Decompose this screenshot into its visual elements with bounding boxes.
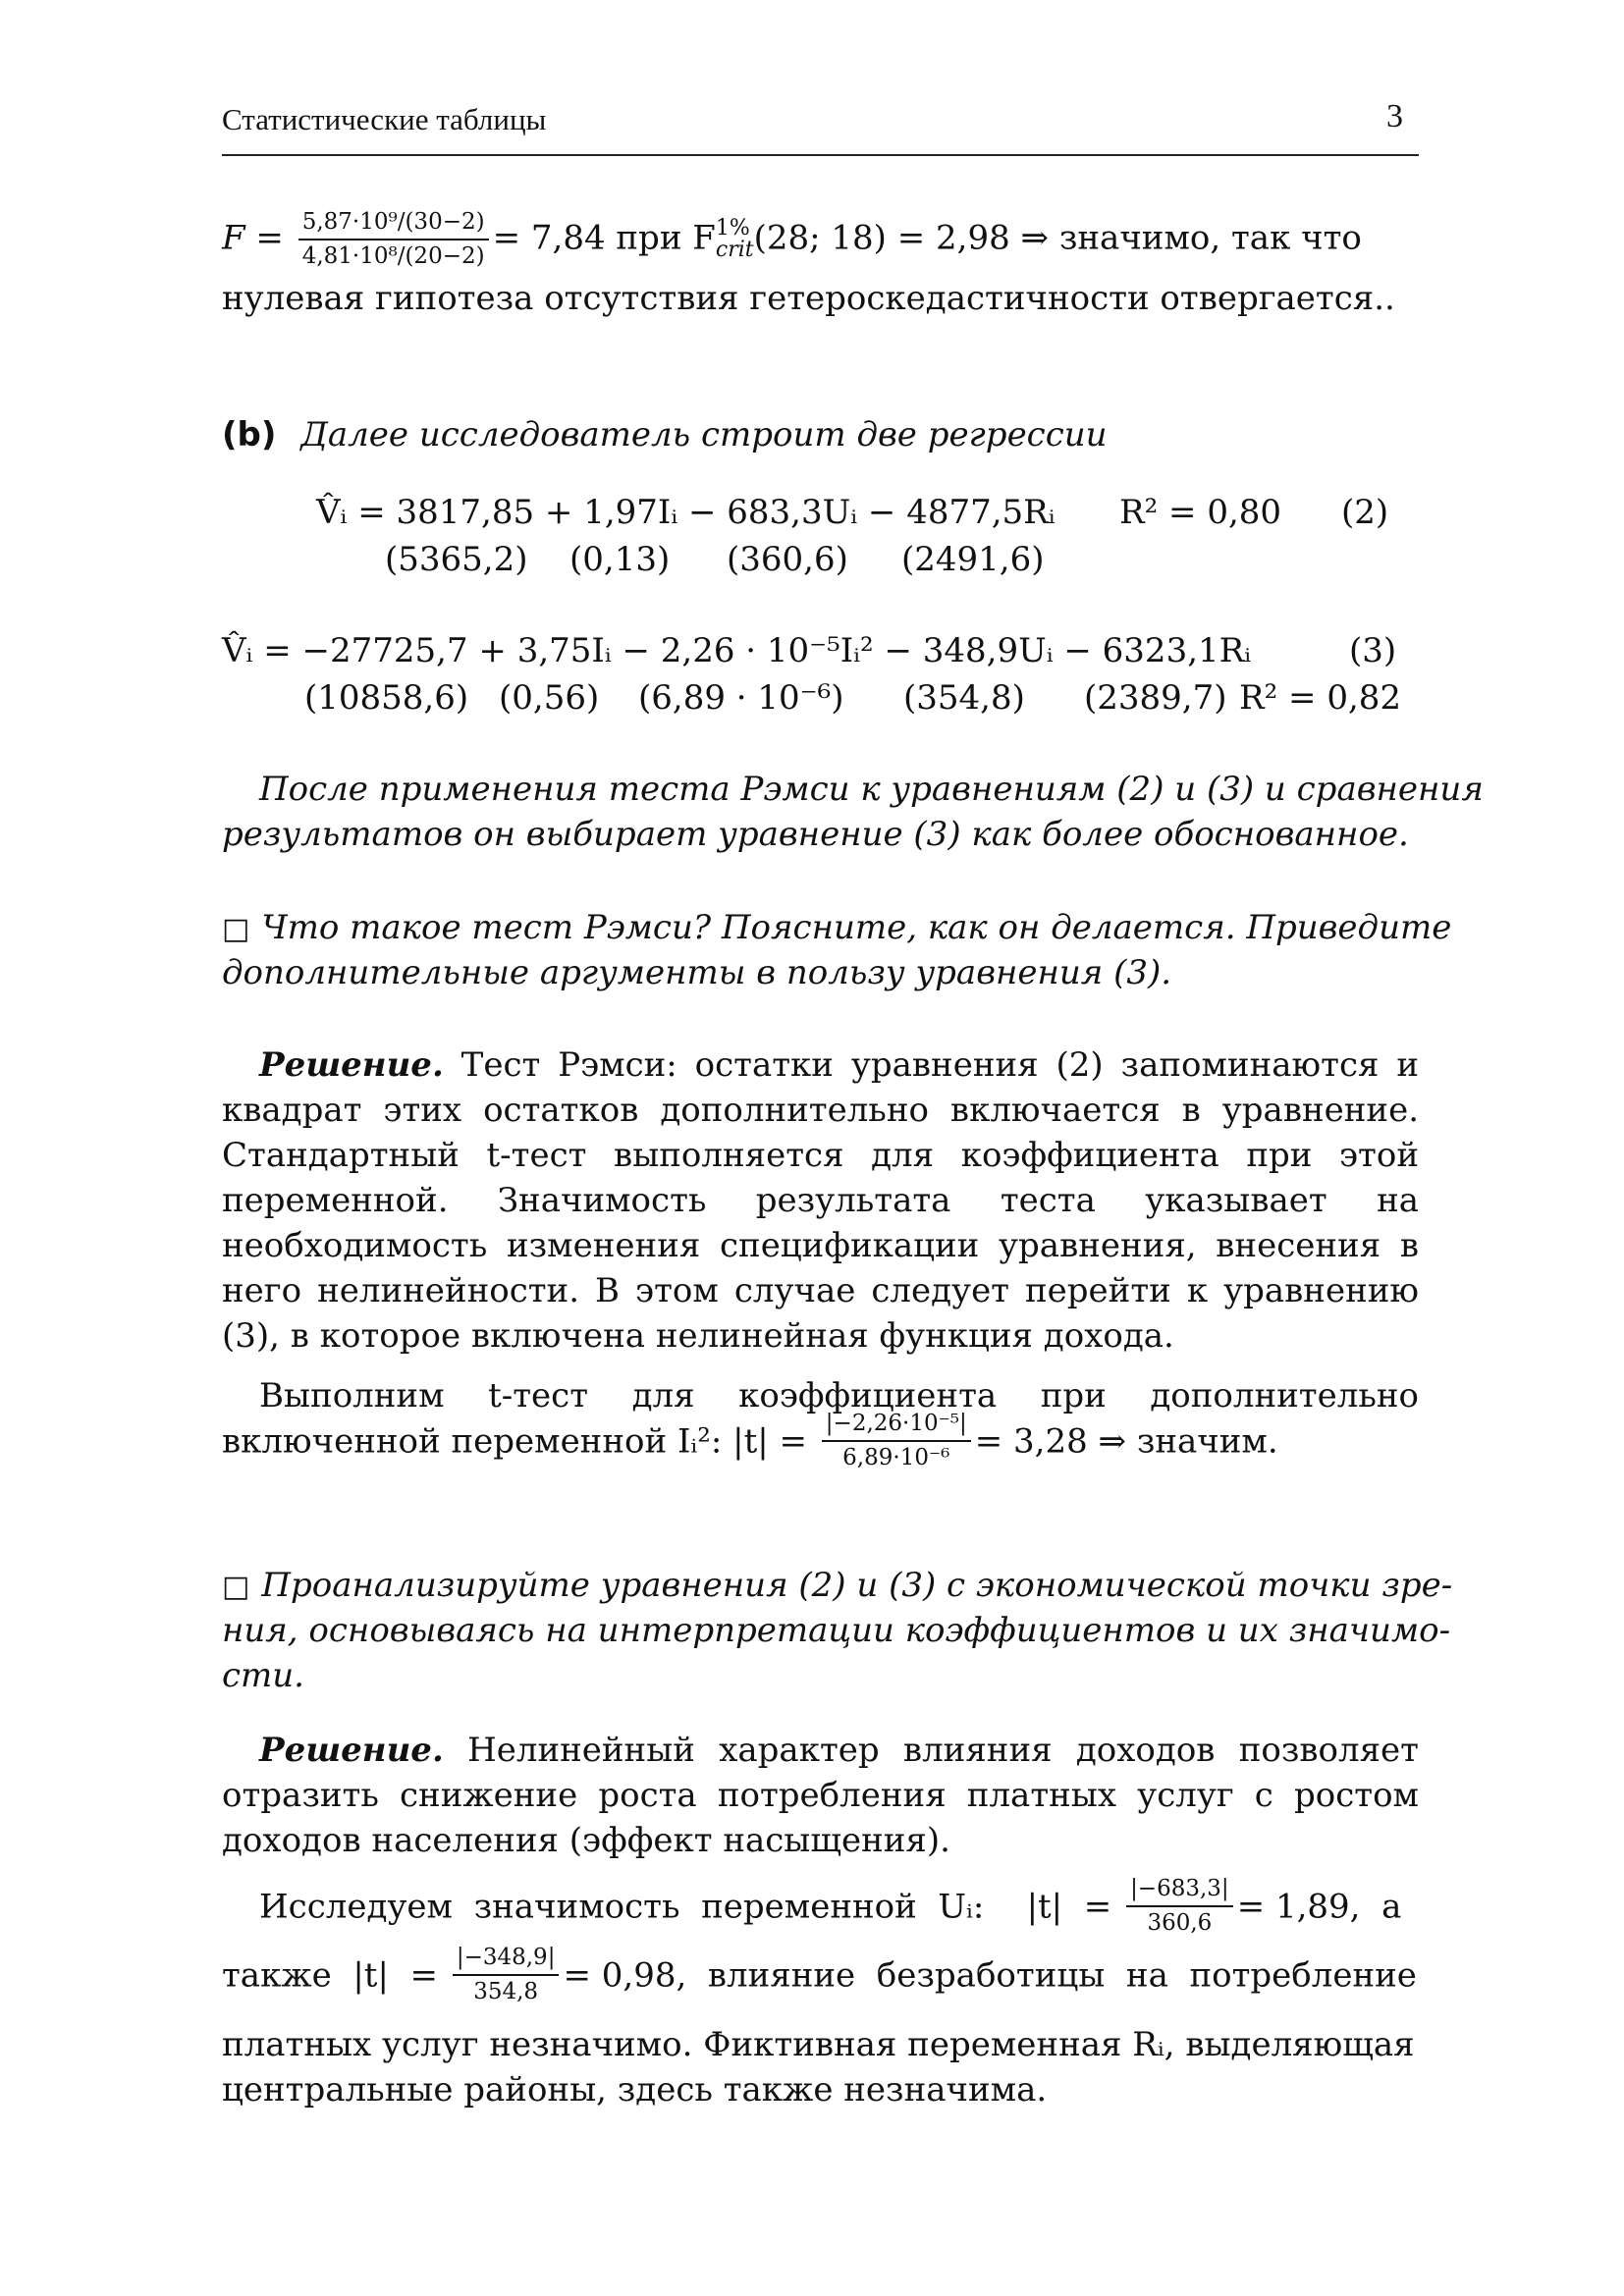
question-2-text-1: Проанализируйте уравнения (2) и (3) с экономической точки зре-: [261, 1566, 1453, 1605]
solution-1-text: Тест Рэмси: остатки уравнения (2) запоминаются и квадрат этих остатков дополнительно включается в уравнение. Стандартный t-тест выполняется для коэффициента при этой переменной. Значимость результата теста указывает на необходимость изменения спецификации уравнения, внесения в него нелинейности. В этом случае следует перейти к уравнению (3), в которое включена нелинейная функция дохода.: [222, 1045, 1419, 1356]
ttest-fraction: [822, 1412, 971, 1471]
f-denominator: 4,81·10⁸/(20−2): [301, 243, 485, 270]
ttest-word-4: коэффициента: [738, 1376, 998, 1415]
part-b-heading: [222, 415, 1108, 454]
question-2-line-2: ния, основываясь на интерпретации коэффициентов и их значимо-: [222, 1611, 1451, 1650]
solution-1-label: Решение.: [259, 1045, 444, 1085]
ttest-word-1: Выполним: [259, 1376, 445, 1415]
u-fraction-1: [1126, 1877, 1233, 1937]
f-crit-sup: 1%: [715, 216, 750, 241]
f-crit-sub: crit: [715, 238, 754, 263]
ttest-word-5: при: [1040, 1376, 1107, 1415]
page-number: 3: [1386, 98, 1403, 134]
solution-1-ttest-line-2: [222, 1412, 1278, 1471]
ttest-word-3: для: [631, 1376, 695, 1415]
equation-2-se-3: (360,6): [727, 540, 848, 579]
u-fraction-2: [453, 1946, 560, 2005]
equation-2-r2: R² = 0,80: [1119, 493, 1282, 532]
solution-1-paragraph: [222, 1042, 1419, 1359]
equation-3-r2: R² = 0,82: [1239, 678, 1402, 718]
u-result-1: = 1,89, а: [1236, 1887, 1402, 1927]
f-test-formula: [222, 210, 1362, 270]
solution-2-u-line-2: [222, 1946, 1417, 2005]
u-numerator-2: |−348,9|: [453, 1946, 560, 1976]
equation-2-se-4: (2491,6): [901, 540, 1045, 579]
equation-3-se-4: (354,8): [903, 678, 1025, 718]
equation-2-se-1: (5365,2): [385, 540, 528, 579]
equation-3-tag: (3): [1349, 631, 1397, 670]
ttest-word-6: дополнительно: [1150, 1376, 1419, 1415]
header-rule: [222, 154, 1419, 156]
f-numerator: 5,87·10⁹/(30−2): [298, 210, 489, 240]
question-2-line-3: сти.: [222, 1656, 304, 1695]
equation-2-se-2: (0,13): [569, 540, 671, 579]
equation-3-se-2: (0,56): [499, 678, 600, 718]
solution-2-last-line-2: центральные районы, здесь также незначима.: [222, 2070, 1048, 2109]
f-lhs: F =: [222, 218, 295, 258]
solution-2-u-line-1: [259, 1877, 1401, 1937]
part-b-intro: Далее исследователь строит две регрессии: [300, 415, 1108, 454]
question-2-line-1: [222, 1566, 1453, 1605]
u-prefix: Исследуем значимость переменной Uᵢ: |t| =: [259, 1887, 1123, 1927]
checkbox-icon: □: [222, 912, 250, 946]
equation-3: V̂ᵢ = −27725,7 + 3,75Iᵢ − 2,26 · 10⁻⁵Iᵢ² − 348,9Uᵢ − 6323,1Rᵢ: [222, 631, 1252, 670]
solution-2-last-line-1: платных услуг незначимо. Фиктивная переменная Rᵢ, выделяющая: [222, 2025, 1415, 2064]
part-b-label: (b): [222, 415, 277, 454]
u-denominator-1: 360,6: [1147, 1910, 1213, 1937]
solution-1-ttest-line-1: [259, 1376, 1419, 1415]
equation-3-se-5: (2389,7): [1084, 678, 1227, 718]
equation-3-se-1: (10858,6): [304, 678, 469, 718]
f-crit-scripts: [716, 218, 754, 261]
f-test-conclusion: нулевая гипотеза отсутствия гетероскедастичности отвергается..: [222, 279, 1395, 318]
ttest-result: = 3,28 ⇒ значим.: [974, 1421, 1278, 1462]
u-numerator-1: |−683,3|: [1126, 1877, 1233, 1907]
question-1-text-1: Что такое тест Рэмси? Поясните, как он делается. Приведите: [261, 908, 1452, 947]
checkbox-icon: □: [222, 1570, 250, 1604]
equation-3-se-3: (6,89 · 10⁻⁶): [638, 678, 844, 718]
running-header-title: Статистические таблицы: [222, 102, 547, 136]
u-denominator-2: 354,8: [473, 1979, 539, 2005]
f-rest: (28; 18) = 2,98 ⇒ значимо, так что: [753, 218, 1362, 258]
equation-2: V̂ᵢ = 3817,85 + 1,97Iᵢ − 683,3Uᵢ − 4877,5Rᵢ: [316, 493, 1056, 532]
ttest-numerator: |−2,26·10⁻⁵|: [822, 1412, 971, 1442]
question-1-line-2: дополнительные аргументы в пользу уравнения (3).: [222, 953, 1172, 992]
equation-2-tag: (2): [1341, 493, 1389, 532]
u-prefix-2: также |t| =: [222, 1955, 449, 1996]
solution-2-paragraph: [222, 1728, 1419, 1863]
ttest-denominator: 6,89·10⁻⁶: [842, 1445, 950, 1471]
ramsey-text-line-2: результатов он выбирает уравнение (3) как более обоснованное.: [222, 815, 1409, 854]
u-result-2: = 0,98, влияние безработицы на потребление: [563, 1955, 1417, 1996]
solution-2-label: Решение.: [259, 1731, 444, 1770]
solution-2-text: Нелинейный характер влияния доходов позволяет отразить снижение роста потребления платных услуг с ростом доходов населения (эффект насыщения).: [222, 1731, 1419, 1860]
ttest-word-2: t-тест: [488, 1376, 589, 1415]
f-fraction: [298, 210, 489, 270]
f-mid: = 7,84 при F: [492, 218, 716, 258]
ramsey-text-line-1: После применения теста Рэмси к уравнениям (2) и (3) и сравнения: [259, 770, 1484, 809]
ttest-prefix: включенной переменной Iᵢ²: |t| =: [222, 1421, 818, 1462]
question-1-line-1: [222, 908, 1452, 947]
